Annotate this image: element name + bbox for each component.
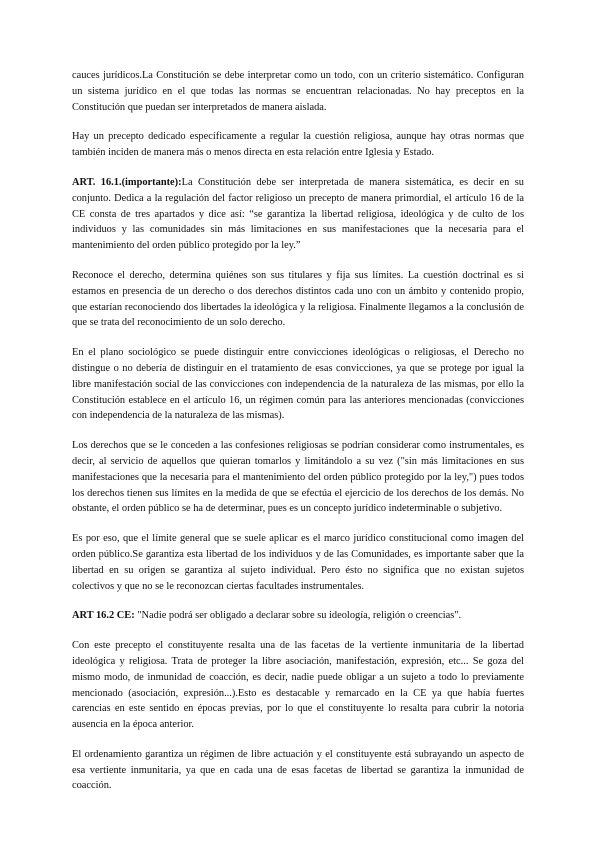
paragraph-10 (72, 747, 524, 794)
paragraph-7-text: Es por eso, que el límite general que se suele aplicar es el marco jurídico constitucional como imagen del orden público.Se garantiza esta libertad de los individuos y de las Comunidades, es importante saber que la libertad en su origen se garantiza al sujeto individual. Pero ésto no significa que no existan sujetos colectivos y que no se le reconozcan ciertas facultades instrumentales. (72, 533, 524, 592)
paragraph-2 (72, 129, 524, 161)
paragraph-4-text: Reconoce el derecho, determina quiénes son sus titulares y fija sus límites. La cuestión doctrinal es si estamos en presencia de un derecho o dos derechos distintos cada uno con un ámbito y contenido propio, que estarían reconociendo dos libertades la ideológica y la religiosa. Finalmente llegamos a la conclusión de que se trata del reconocimiento de un solo derecho. (72, 269, 524, 329)
paragraph-10-text: El ordenamiento garantiza un régimen de libre actuación y el constituyente está subrayando un aspecto de esa vertiente inmunitaria, ya que en cada una de esas facetas de libertad se garantiza la inmunidad de coacción. (72, 748, 524, 792)
paragraph-7 (72, 531, 524, 594)
paragraph-3-lead: ART. 16.1.(importante): (72, 176, 182, 188)
paragraph-6 (72, 438, 524, 517)
paragraph-1 (72, 68, 524, 115)
paragraph-1-text: cauces jurídicos.La Constitución se debe interpretar como un todo, con un criterio sistemático. Configuran un sistema jurídico en el que todas las normas se encuentran relacionadas. No hay preceptos en la Constitución que puedan ser interpretados de manera aislada. (72, 70, 524, 113)
paragraph-9 (72, 638, 524, 733)
paragraph-9-text: Con este precepto el constituyente resalta una de las facetas de la vertiente inmunitaria de la libertad ideológica y religiosa. Trata de proteger la libre asociación, manifestación, expresión, etc... Se goza del mismo modo, de inmunidad de coacción, es decir, nadie puede obligar a un sujeto a todo lo previamente mencionado (asociación, expresión...).Esto es destacable y remarcado en la CE ya que había fuertes carencias en este sentido en épocas previas, por lo que el constituyente lo resalta para cubrir la notoria ausencia en la época anterior. (72, 640, 524, 731)
paragraph-3 (72, 175, 524, 254)
paragraph-8-text: "Nadie podrá ser obligado a declarar sobre su ideología, religión o creencias". (134, 610, 462, 622)
paragraph-8 (72, 608, 524, 624)
paragraph-5 (72, 345, 524, 424)
paragraph-2-text: Hay un precepto dedicado específicamente a regular la cuestión religiosa, aunque hay otras normas que también inciden de manera más o menos directa en esta relación entre Iglesia y Estado. (72, 131, 524, 159)
paragraph-3-text: La Constitución debe ser interpretada de manera sistemática, es decir en su conjunto. Dedica a la regulación del factor religioso un precepto de manera primordial, el artículo 16 de la CE consta de tres apartados y dice así: “se garantiza la libertad religiosa, ideológica y de culto de los individuos y las comunidades sin más limitaciones en sus manifestaciones que la necesaria para el mantenimiento del orden público protegido por la ley.” (72, 176, 524, 252)
paragraph-6-text: Los derechos que se le conceden a las confesiones religiosas se podrían considerar como instrumentales, es decir, al servicio de aquellos que quieran tomarlos y limitándolo a su vez ("sin más limitaciones en sus manifestaciones que la necesaria para el mantenimiento del orden público protegido por la ley,") pues todos los derechos tienen sus límites en la medida de que se efectúa el ejercicio de los derechos de los demás. No obstante, el orden público se ha de determinar, pues es un concepto jurídico indeterminable o subjetivo. (72, 440, 524, 515)
document-page (72, 68, 524, 808)
paragraph-8-lead: ART 16.2 CE: (72, 610, 135, 622)
paragraph-5-text: En el plano sociológico se puede distinguir entre convicciones ideológicas o religiosas, el Derecho no distingue o no debería de distinguir en el tratamiento de esas convicciones, ya que se protege por igual la libre manifestación social de las convicciones con independencia de la naturaleza de las mismas, por ello la Constitución establece en el artículo 16, un régimen común para las anteriores mencionadas (convicciones con independencia de la naturaleza de las mismas). (72, 347, 524, 422)
paragraph-4 (72, 268, 524, 331)
